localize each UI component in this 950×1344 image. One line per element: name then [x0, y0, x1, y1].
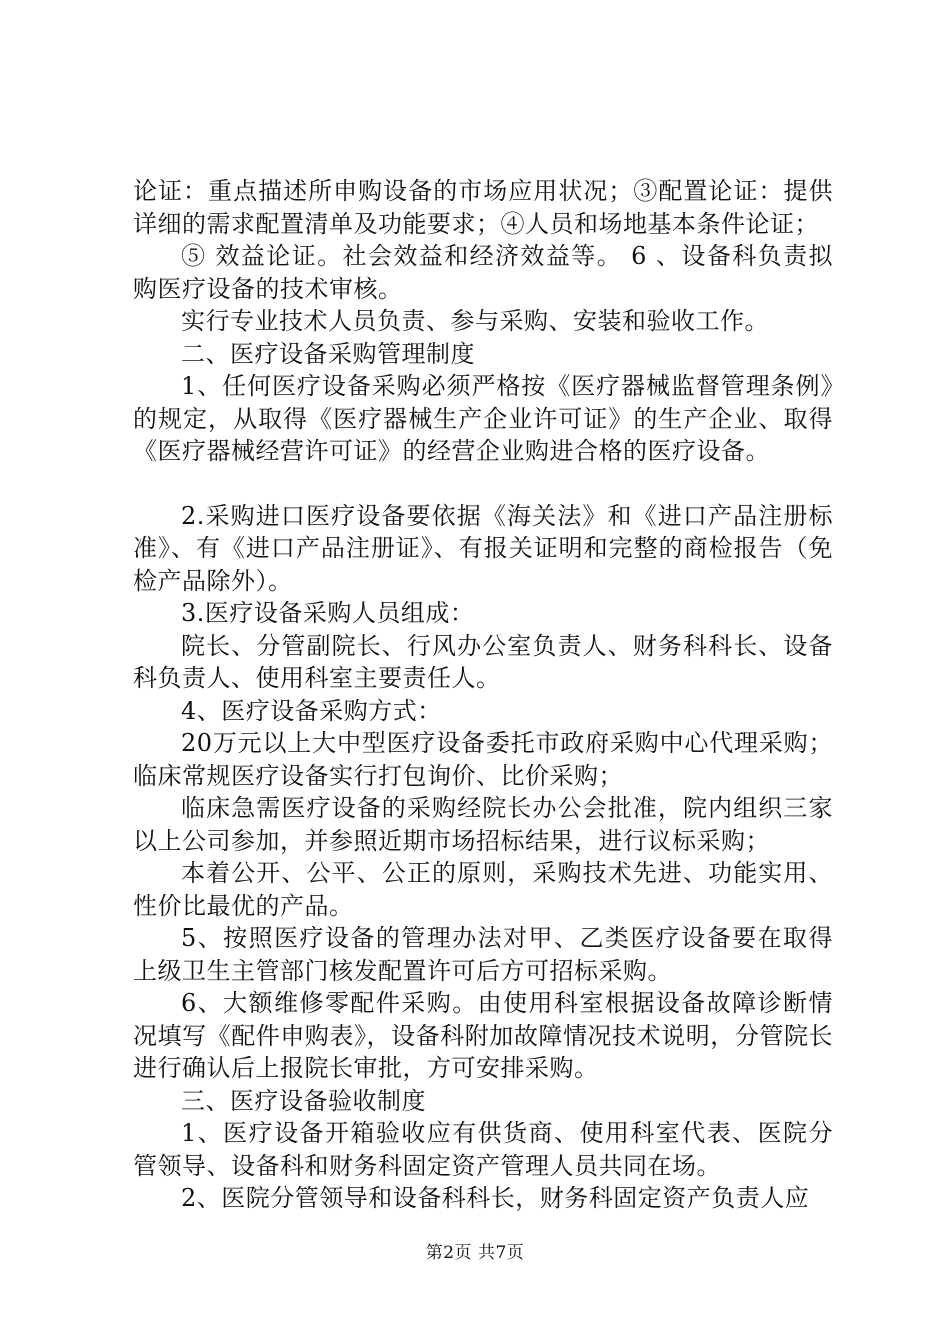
paragraph-procurement-5: 5、按照医疗设备的管理办法对甲、乙类医疗设备要在取得上级卫生主管部门核发配置许可后方可招标采购。 [133, 924, 833, 985]
paragraph-procurement-principle: 本着公开、公平、公正的原则，采购技术先进、功能实用、性价比最优的产品。 [133, 859, 833, 920]
paragraph-procurement-members: 院长、分管副院长、行风办公室负责人、财务科科长、设备科负责人、使用科室主要责任人。 [133, 631, 833, 692]
paragraph-procurement-methods: 20万元以上大中型医疗设备委托市政府采购中心代理采购；临床常规医疗设备实行打包询价、比价采购； [133, 729, 833, 790]
paragraph-benefit: ⑤ 效益论证。社会效益和经济效益等。 6 、设备科负责拟购医疗设备的技术审核。 [133, 242, 833, 303]
paragraph-staff: 实行专业技术人员负责、参与采购、安装和验收工作。 [181, 307, 769, 335]
paragraph-procurement-6: 6、大额维修零配件采购。由使用科室根据设备故障诊断情况填写《配件申购表》，设备科附加故障情况技术说明，分管院长进行确认后上报院长审批，方可安排采购。 [133, 989, 833, 1082]
paragraph-acceptance-2: 2、医院分管领导和设备科科长，财务科固定资产负责人应 [181, 1184, 810, 1212]
paragraph-procurement-urgent: 临床急需医疗设备的采购经院长办公会批准，院内组织三家以上公司参加，并参照近期市场招标结果，进行议标采购； [133, 794, 833, 855]
paragraph-procurement-3: 3.医疗设备采购人员组成： [181, 599, 475, 627]
section-heading-acceptance: 三、医疗设备验收制度 [181, 1086, 426, 1115]
section-heading-procurement: 二、医疗设备采购管理制度 [181, 339, 475, 368]
document-body [133, 175, 833, 1215]
paragraph-procurement-2: 2.采购进口医疗设备要依据《海关法》和《进口产品注册标准》、有《进口产品注册证》、有报关证明和完整的商检报告（免检产品除外）。 [133, 501, 833, 595]
page-footer [0, 1238, 950, 1263]
paragraph-demonstration: 论证：重点描述所申购设备的市场应用状况；③配置论证：提供详细的需求配置清单及功能要求；④人员和场地基本条件论证； [133, 177, 833, 238]
paragraph-procurement-1: 1、任何医疗设备采购必须严格按《医疗器械监督管理条例》的规定，从取得《医疗器械生产企业许可证》的生产企业、取得《医疗器械经营许可证》的经营企业购进合格的医疗设备。 [133, 372, 833, 465]
paragraph-acceptance-1: 1、医疗设备开箱验收应有供货商、使用科室代表、医院分管领导、设备科和财务科固定资产管理人员共同在场。 [133, 1119, 833, 1180]
page-number-label: 第2页 共7页 [425, 1243, 525, 1263]
paragraph-procurement-4: 4、医疗设备采购方式： [181, 696, 442, 725]
